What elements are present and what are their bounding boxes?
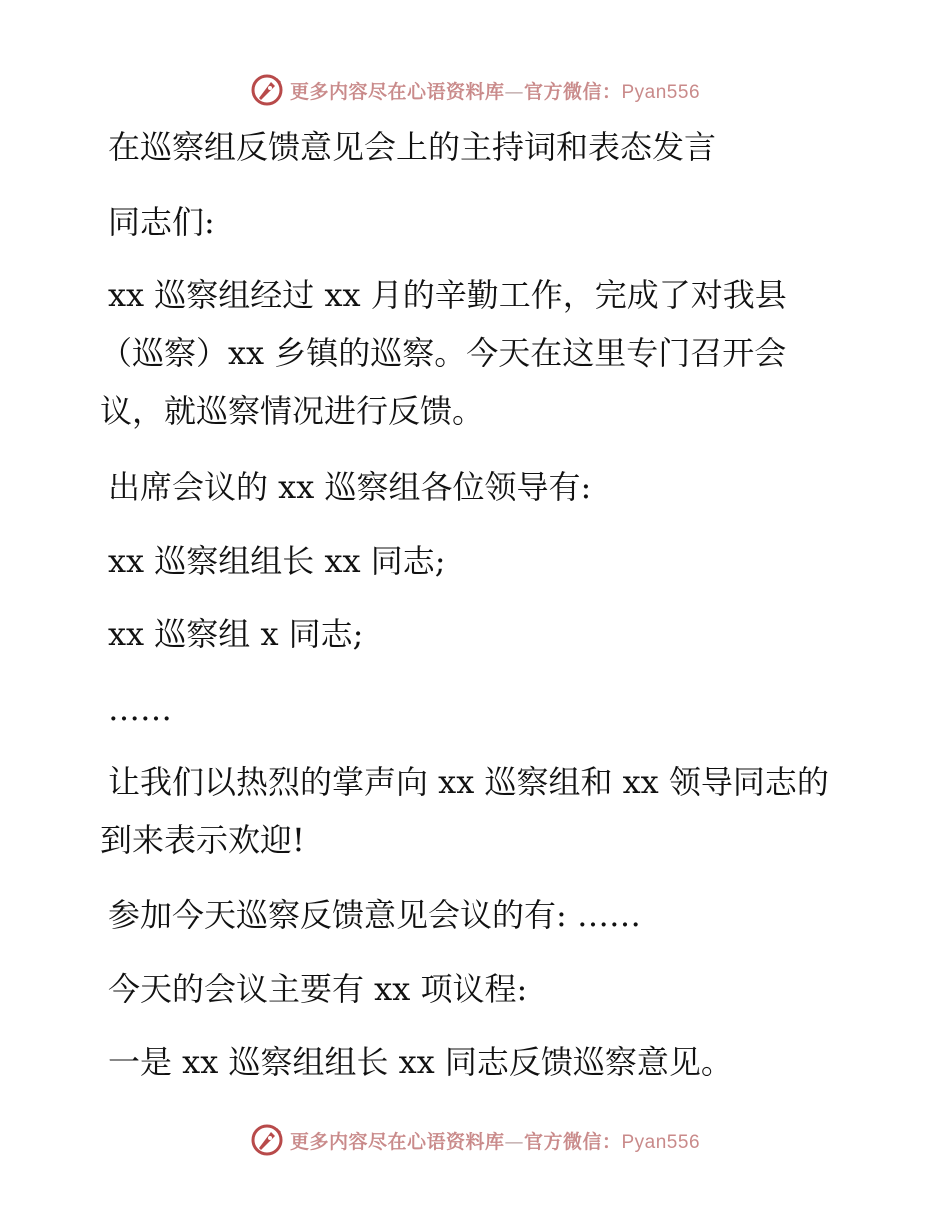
greeting: 同志们:	[108, 203, 215, 241]
footer-watermark-wechat-label: 官方微信：	[523, 1130, 622, 1153]
footer-watermark-banner	[0, 1120, 950, 1160]
header-watermark-wechat-label: 官方微信：	[523, 80, 622, 103]
footer-watermark-content	[250, 1123, 700, 1157]
paragraph-participants: 参加今天巡察反馈意见会议的有: ……	[108, 896, 641, 934]
header-watermark-slogan: 更多内容尽在心语资料库	[289, 80, 505, 103]
paragraph-team-member: xx 巡察组 x 同志;	[108, 615, 364, 653]
footer-watermark-wechat-id: Pyan556	[621, 1131, 701, 1153]
paragraph-1-line-2: （巡察）xx 乡镇的巡察。今天在这里专门召开会	[100, 334, 787, 372]
pen-nib-logo-icon	[250, 73, 284, 107]
paragraph-agenda: 今天的会议主要有 xx 项议程:	[108, 970, 528, 1008]
footer-watermark-separator: —	[504, 1130, 524, 1153]
header-watermark-separator: —	[504, 80, 524, 103]
pen-nib-logo-icon	[250, 1123, 284, 1157]
footer-watermark-text	[290, 1127, 700, 1154]
header-watermark-text	[290, 77, 700, 104]
paragraph-team-leader: xx 巡察组组长 xx 同志;	[108, 542, 446, 580]
paragraph-ellipsis: ……	[108, 690, 172, 728]
paragraph-welcome-line-1: 让我们以热烈的掌声向 xx 巡察组和 xx 领导同志的	[108, 763, 829, 801]
header-watermark-wechat-id: Pyan556	[621, 81, 701, 103]
paragraph-attendees-intro: 出席会议的 xx 巡察组各位领导有:	[108, 468, 592, 506]
header-watermark-banner	[0, 70, 950, 110]
paragraph-welcome-line-2: 到来表示欢迎!	[100, 821, 305, 859]
footer-watermark-slogan: 更多内容尽在心语资料库	[289, 1130, 505, 1153]
paragraph-1-line-3: 议，就巡察情况进行反馈。	[100, 392, 485, 430]
paragraph-1-line-1: xx 巡察组经过 xx 月的辛勤工作，完成了对我县	[108, 276, 787, 314]
header-watermark-content	[250, 73, 700, 107]
paragraph-agenda-item-1: 一是 xx 巡察组组长 xx 同志反馈巡察意见。	[108, 1043, 733, 1081]
document-title: 在巡察组反馈意见会上的主持词和表态发言	[108, 128, 717, 166]
